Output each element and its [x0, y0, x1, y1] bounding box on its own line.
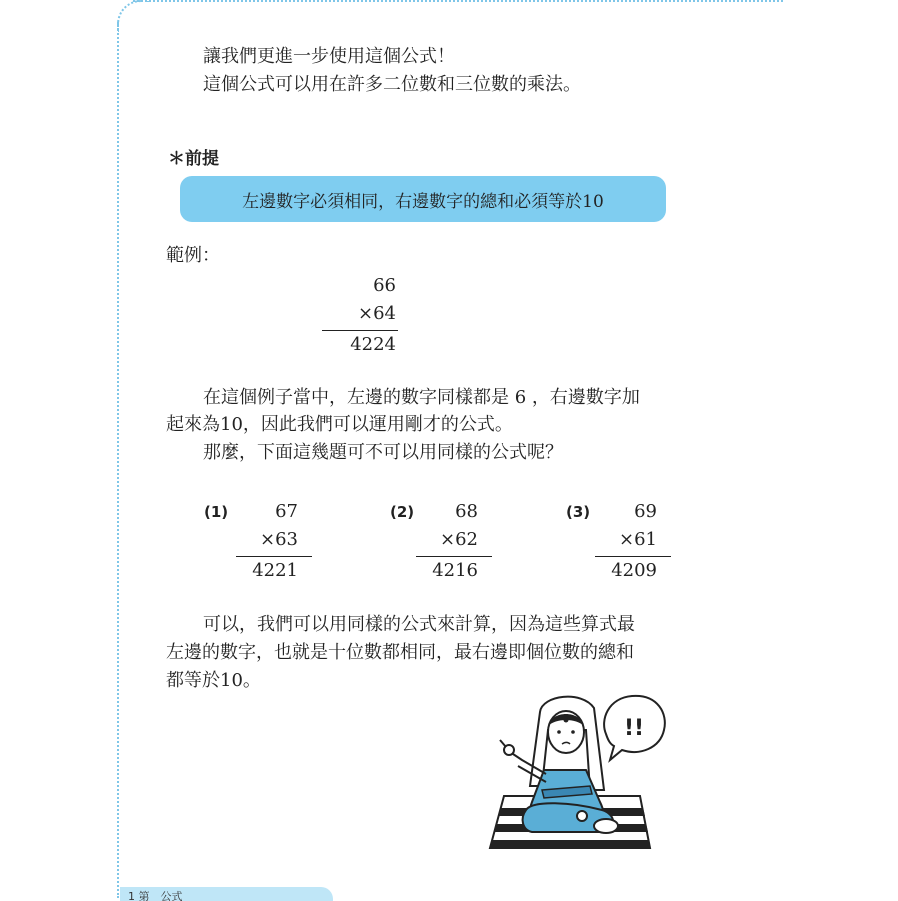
speech-bubble-text: !! [623, 716, 645, 741]
explanation-line-3: 那麼，下面這幾題可不可以用同樣的公式呢？ [203, 442, 563, 463]
premise-banner-text: 左邊數字必須相同，右邊數字的總和必須等於10 [242, 191, 604, 212]
problem-top-number: 67 [275, 501, 298, 522]
example-result: 4224 [350, 334, 396, 355]
problem-result: 4216 [432, 560, 478, 581]
page-border-left [117, 22, 119, 898]
conclusion-line-1: 可以，我們可以用同樣的公式來計算，因為這些算式最 [203, 614, 635, 635]
example-top-number: 66 [373, 275, 396, 296]
intro-line-2: 這個公式可以用在許多二位數和三位數的乘法。 [203, 74, 581, 95]
conclusion-line-3: 都等於10。 [166, 670, 261, 691]
premise-heading: ＊前提 [168, 149, 219, 169]
example-label: 範例： [166, 245, 220, 266]
problem-top-number: 69 [634, 501, 657, 522]
problem-label: (1) [204, 503, 229, 521]
explanation-line-2: 起來為10，因此我們可以運用剛才的公式。 [166, 414, 513, 435]
problem-multiplication [236, 498, 312, 585]
explanation-line-1: 在這個例子當中，左邊的數字同樣都是 6 ，右邊數字加 [203, 387, 640, 408]
problem-multiplier: ×62 [440, 529, 478, 550]
problem-multiplier: ×63 [260, 529, 298, 550]
problem-result: 4209 [611, 560, 657, 581]
premise-banner [180, 176, 666, 222]
speech-bubble [604, 696, 665, 760]
conclusion-line-2: 左邊的數字，也就是十位數都相同，最右邊即個位數的總和 [166, 642, 634, 663]
page-border-top [133, 0, 783, 2]
girl-illustration [482, 690, 682, 855]
problem-result: 4221 [252, 560, 298, 581]
footer-chapter-tab: 1 第 公式 [120, 887, 333, 901]
intro-line-1: 讓我們更進一步使用這個公式！ [203, 46, 455, 67]
page-border-corner [117, 0, 149, 32]
problem-multiplication [416, 498, 492, 585]
problem-multiplication [595, 498, 671, 585]
problem-top-number: 68 [455, 501, 478, 522]
problem-multiplier: ×61 [619, 529, 657, 550]
example-multiplication [322, 272, 398, 359]
problem-label: (2) [390, 503, 415, 521]
example-multiplier: ×64 [358, 303, 396, 324]
problem-label: (3) [566, 503, 591, 521]
